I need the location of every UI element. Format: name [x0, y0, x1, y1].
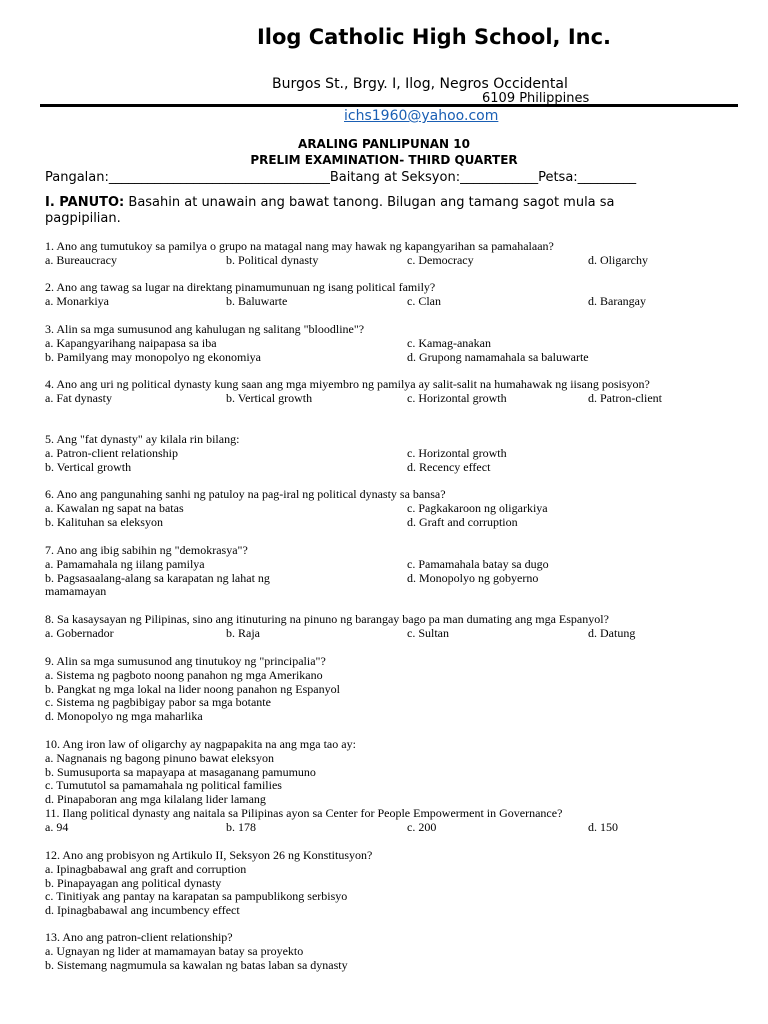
choice: a. Kapangyarihang naipapasa sa iba	[45, 335, 217, 350]
choice: b. Vertical growth	[226, 390, 313, 405]
choice: b. Pagsasaalang-alang sa karapatan ng lahat ng	[45, 570, 270, 585]
choice-row	[45, 558, 725, 572]
instructions-text: Basahin at unawain ang bawat tanong. Bilugan ang tamang sagot mula sa pagpipilian.	[45, 195, 615, 226]
choice: a. Monarkiya	[45, 293, 109, 308]
choice-row	[45, 821, 725, 835]
choice: c. Sistema ng pagbibigay pabor sa mga botante	[45, 695, 271, 710]
choice-row	[45, 502, 725, 516]
choice-row	[45, 585, 725, 599]
choice: c. Democracy	[407, 252, 474, 267]
choice: a. Fat dynasty	[45, 390, 112, 405]
student-info-fields: Pangalan:__________________________________Baitang at Seksyon:____________Petsa:_________	[45, 170, 637, 185]
choice: b. Raja	[226, 625, 260, 640]
choice: d. Datung	[588, 625, 636, 640]
choice: b. Sistemang nagmumula sa kawalan ng batas laban sa dynasty	[45, 957, 348, 972]
choice: d. Oligarchy	[588, 252, 648, 267]
choice-row	[45, 295, 725, 309]
instructions-label: I. PANUTO:	[45, 195, 125, 210]
choice: d. Barangay	[588, 293, 646, 308]
choice: b. Vertical growth	[45, 459, 132, 474]
question-stem: 8. Sa kasaysayan ng Pilipinas, sino ang itinuturing na pinuno ng barangay bago pa man dumating ang mga Espanyol?	[45, 612, 609, 626]
question-10	[45, 738, 725, 807]
choice: c. Pagkakaroon ng oligarkiya	[407, 500, 548, 515]
choice: a. Kawalan ng sapat na batas	[45, 500, 184, 515]
choice: a. Patron-client relationship	[45, 445, 178, 460]
question-stem: 7. Ano ang ibig sabihin ng "demokrasya"?	[45, 543, 248, 557]
choice: d. Ipinagbabawal ang incumbency effect	[45, 903, 240, 918]
choice-continued: mamamayan	[45, 584, 107, 599]
question-stem: 2. Ano ang tawag sa lugar na direktang pinamumunuan ng isang political family?	[45, 280, 436, 294]
choice: b. Political dynasty	[226, 252, 319, 267]
instructions	[45, 195, 685, 227]
choice: c. Horizontal growth	[407, 390, 507, 405]
choice: a. Sistema ng pagboto noong panahon ng mga Amerikano	[45, 667, 323, 682]
question-1	[45, 240, 725, 268]
choice: a. Ipinagbabawal ang graft and corruption	[45, 861, 247, 876]
question-12	[45, 849, 725, 918]
question-2	[45, 281, 725, 309]
choice: b. 178	[226, 819, 256, 834]
choice: a. Nagnanais ng bagong pinuno bawat eleksyon	[45, 750, 274, 765]
choice-row	[45, 351, 725, 365]
choice: b. Pangkat ng mga lokal na lider noong panahon ng Espanyol	[45, 681, 340, 696]
school-address: Burgos St., Brgy. I, Ilog, Negros Occidental	[272, 76, 568, 92]
school-name: Ilog Catholic High School, Inc.	[256, 25, 612, 49]
question-3	[45, 323, 725, 364]
choice: b. Pinapayagan ang political dynasty	[45, 875, 222, 890]
question-stem: 10. Ang iron law of oligarchy ay nagpapakita na ang mga tao ay:	[45, 737, 356, 751]
question-11	[45, 807, 725, 835]
choice: d. Patron-client	[588, 390, 662, 405]
question-stem: 3. Alin sa mga sumusunod ang kahulugan ng salitang "bloodline"?	[45, 322, 365, 336]
question-stem: 4. Ano ang uri ng political dynasty kung saan ang mga miyembro ng pamilya ay salit-salit na humahawak ng iisang posisyon?	[45, 377, 650, 391]
choice: c. Kamag-anakan	[407, 335, 491, 350]
question-stem: 12. Ano ang probisyon ng Artikulo II, Seksyon 26 ng Konstitusyon?	[45, 848, 373, 862]
choice: d. Graft and corruption	[407, 514, 518, 529]
choice-row	[45, 254, 725, 268]
choice: c. 200	[407, 819, 437, 834]
choice-row	[45, 337, 725, 351]
choice: a. Ugnayan ng lider at mamamayan batay sa proyekto	[45, 943, 304, 958]
choice-row	[45, 392, 725, 406]
choice-row	[45, 447, 725, 461]
question-7	[45, 544, 725, 599]
question-stem: 11. Ilang political dynasty ang naitala sa Pilipinas ayon sa Center for People Empowerment in Governance?	[45, 806, 563, 820]
header-divider	[40, 104, 738, 107]
choice: a. 94	[45, 819, 69, 834]
question-4	[45, 378, 725, 406]
choice: d. Monopolyo ng mga maharlika	[45, 709, 203, 724]
choice: a. Bureaucracy	[45, 252, 117, 267]
choice: b. Pamilyang may monopolyo ng ekonomiya	[45, 349, 261, 364]
exam-subject: ARALING PANLIPUNAN 10	[298, 137, 470, 151]
choice: c. Sultan	[407, 625, 449, 640]
choice: b. Sumusuporta sa mapayapa at masaganang pamumuno	[45, 764, 316, 779]
question-stem: 9. Alin sa mga sumusunod ang tinutukoy ng "principalia"?	[45, 654, 326, 668]
question-stem: 13. Ano ang patron-client relationship?	[45, 930, 233, 944]
school-email-link[interactable]: ichs1960@yahoo.com	[344, 108, 499, 124]
choice: c. Pamamahala batay sa dugo	[407, 556, 549, 571]
choice: c. Clan	[407, 293, 441, 308]
question-stem: 5. Ang "fat dynasty" ay kilala rin bilang:	[45, 432, 240, 446]
question-13	[45, 931, 725, 972]
exam-title: PRELIM EXAMINATION- THIRD QUARTER	[250, 153, 518, 167]
choice-row	[45, 516, 725, 530]
choice: d. 150	[588, 819, 618, 834]
choice-row	[45, 572, 725, 586]
choice: c. Tinitiyak ang pantay na karapatan sa pampublikong serbisyo	[45, 889, 348, 904]
choice-row	[45, 461, 725, 475]
choice: d. Pinapaboran ang mga kilalang lider lamang	[45, 792, 266, 807]
choice: d. Monopolyo ng gobyerno	[407, 570, 539, 585]
choice: a. Gobernador	[45, 625, 114, 640]
choice: a. Pamamahala ng iilang pamilya	[45, 556, 205, 571]
choice: c. Tumututol sa pamamahala ng political families	[45, 778, 282, 793]
question-5	[45, 433, 725, 474]
question-stem: 1. Ano ang tumutukoy sa pamilya o grupo na matagal nang may hawak ng kapangyarihan sa pamahalaan?	[45, 239, 554, 253]
choice: d. Recency effect	[407, 459, 491, 474]
question-stem: 6. Ano ang pangunahing sanhi ng patuloy na pag-iral ng political dynasty sa bansa?	[45, 487, 446, 501]
choice: b. Baluwarte	[226, 293, 288, 308]
question-9	[45, 655, 725, 724]
question-6	[45, 488, 725, 529]
choice: d. Grupong namamahala sa baluwarte	[407, 349, 589, 364]
school-zip: 6109 Philippines	[482, 91, 590, 106]
choice-row	[45, 627, 725, 641]
question-8	[45, 613, 725, 641]
choice: c. Horizontal growth	[407, 445, 507, 460]
choice: b. Kalituhan sa eleksyon	[45, 514, 163, 529]
